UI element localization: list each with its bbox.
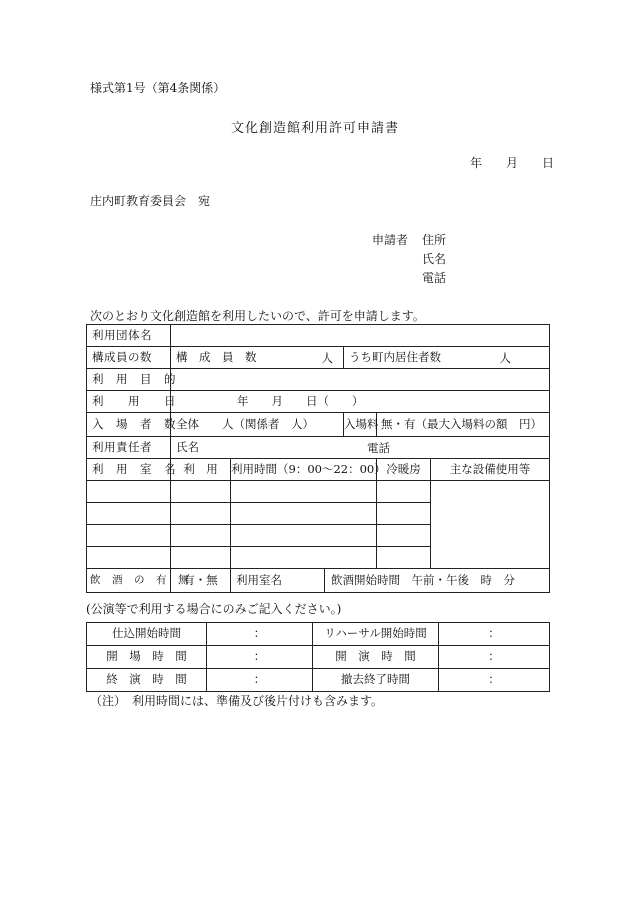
manager-cell[interactable] [171,437,550,459]
fee-value[interactable]: 無・有（最大入場料の額 円） [377,413,550,437]
room-use-input[interactable] [171,485,230,499]
perf-label-right: リハーサル開始時間 [313,623,439,646]
alcohol-label: 飲 酒 の 有 無 [87,569,171,593]
room-use-input[interactable] [171,507,230,521]
members-unit: 人 [321,351,333,365]
room-time-cell[interactable] [231,547,377,569]
room-name-cell[interactable] [87,503,171,525]
perf-label-right: 開 演 時 間 [313,646,439,669]
members-cell[interactable] [171,347,344,369]
equipment-header: 主な設備使用等 [431,459,550,481]
room-aircon-input[interactable] [377,529,430,543]
room-time-input[interactable] [231,551,376,565]
form-number: 様式第1号（第4条関係） [90,81,226,95]
time-header: 利用時間（9：00〜22：00） [231,459,377,481]
applicant-name-label: 氏名 [422,252,447,266]
application-table [86,324,550,593]
room-name-cell[interactable] [87,525,171,547]
alcohol-value[interactable]: 有・無 [171,569,231,593]
date-label: 利 用 日 [87,391,171,413]
date-line: 年 月 日 [470,156,555,170]
group-name-input[interactable] [171,329,549,343]
perf-label-left: 仕込開始時間 [87,623,207,646]
applicant-phone-label: 電話 [422,271,447,285]
footnote: （注） 利用時間には、準備及び後片付けも含みます。 [90,694,384,708]
alcohol-start[interactable]: 飲酒開始時間 午前・午後 時 分 [325,569,550,593]
perf-time-right[interactable]: ： [439,669,550,692]
room-header: 利 用 室 名 [87,459,171,481]
manager-name-label: 氏名 [176,439,199,454]
room-aircon-cell[interactable] [377,547,431,569]
members-field-label: 構 成 員 数 [176,349,257,364]
room-name-input[interactable] [87,507,170,521]
room-name-cell[interactable] [87,547,171,569]
applicant-address-label: 住所 [422,233,447,247]
perf-label-right: 撤去終了時間 [313,669,439,692]
resident-label: うち町内居住者数 [349,349,441,364]
perf-time-right[interactable]: ： [439,623,550,646]
room-aircon-cell[interactable] [377,481,431,503]
room-aircon-input[interactable] [377,507,430,521]
room-aircon-cell[interactable] [377,525,431,547]
perf-time-left[interactable]: ： [207,646,313,669]
group-name-label: 利用団体名 [87,325,171,347]
perf-label-left: 終 演 時 間 [87,669,207,692]
room-time-input[interactable] [231,507,376,521]
performance-note: (公演等で利用する場合にのみご記入ください。) [86,602,342,616]
equipment-input[interactable] [431,508,549,538]
room-time-cell[interactable] [231,481,377,503]
room-aircon-cell[interactable] [377,503,431,525]
performance-table [86,622,550,692]
fee-label: 入場料 [344,413,377,437]
room-aircon-input[interactable] [377,551,430,565]
resident-unit: 人 [499,351,511,365]
room-aircon-input[interactable] [377,485,430,499]
room-name-input[interactable] [87,485,170,499]
room-time-cell[interactable] [231,525,377,547]
manager-label: 利用責任者 [87,437,171,459]
room-time-input[interactable] [231,485,376,499]
addressee: 庄内町教育委員会 宛 [90,194,211,208]
room-use-cell[interactable] [171,481,231,503]
room-use-cell[interactable] [171,503,231,525]
room-use-input[interactable] [171,551,230,565]
resident-cell[interactable] [344,347,550,369]
perf-label-left: 開 場 時 間 [87,646,207,669]
attendance-label: 入 場 者 数 [87,413,171,437]
applicant-label: 申請者 [372,233,409,247]
manager-phone-label: 電話 [367,441,390,455]
perf-time-right[interactable]: ： [439,646,550,669]
purpose-label: 利 用 目 的 [87,369,171,391]
room-use-cell[interactable] [171,547,231,569]
room-use-cell[interactable] [171,525,231,547]
room-name-input[interactable] [87,551,170,565]
date-value[interactable]: 年 月 日（ ） [171,391,550,413]
room-name-input[interactable] [87,529,170,543]
attendance-value[interactable]: 全体 人（関係者 人） [171,413,344,437]
purpose-cell[interactable] [171,369,550,391]
purpose-input[interactable] [171,373,549,387]
intro-text: 次のとおり文化創造館を利用したいので、許可を申請します。 [90,309,425,323]
perf-time-left[interactable]: ： [207,623,313,646]
members-label: 構成員の数 [87,347,171,369]
group-name-cell[interactable] [171,325,550,347]
use-header: 利 用 [171,459,231,481]
alcohol-room-label[interactable]: 利用室名 [231,569,325,593]
room-use-input[interactable] [171,529,230,543]
room-time-input[interactable] [231,529,376,543]
room-time-cell[interactable] [231,503,377,525]
perf-time-left[interactable]: ： [207,669,313,692]
room-name-cell[interactable] [87,481,171,503]
equipment-cell[interactable] [431,481,550,569]
form-title: 文化創造館利用許可申請書 [230,121,399,136]
aircon-header: 冷暖房 [377,459,431,481]
